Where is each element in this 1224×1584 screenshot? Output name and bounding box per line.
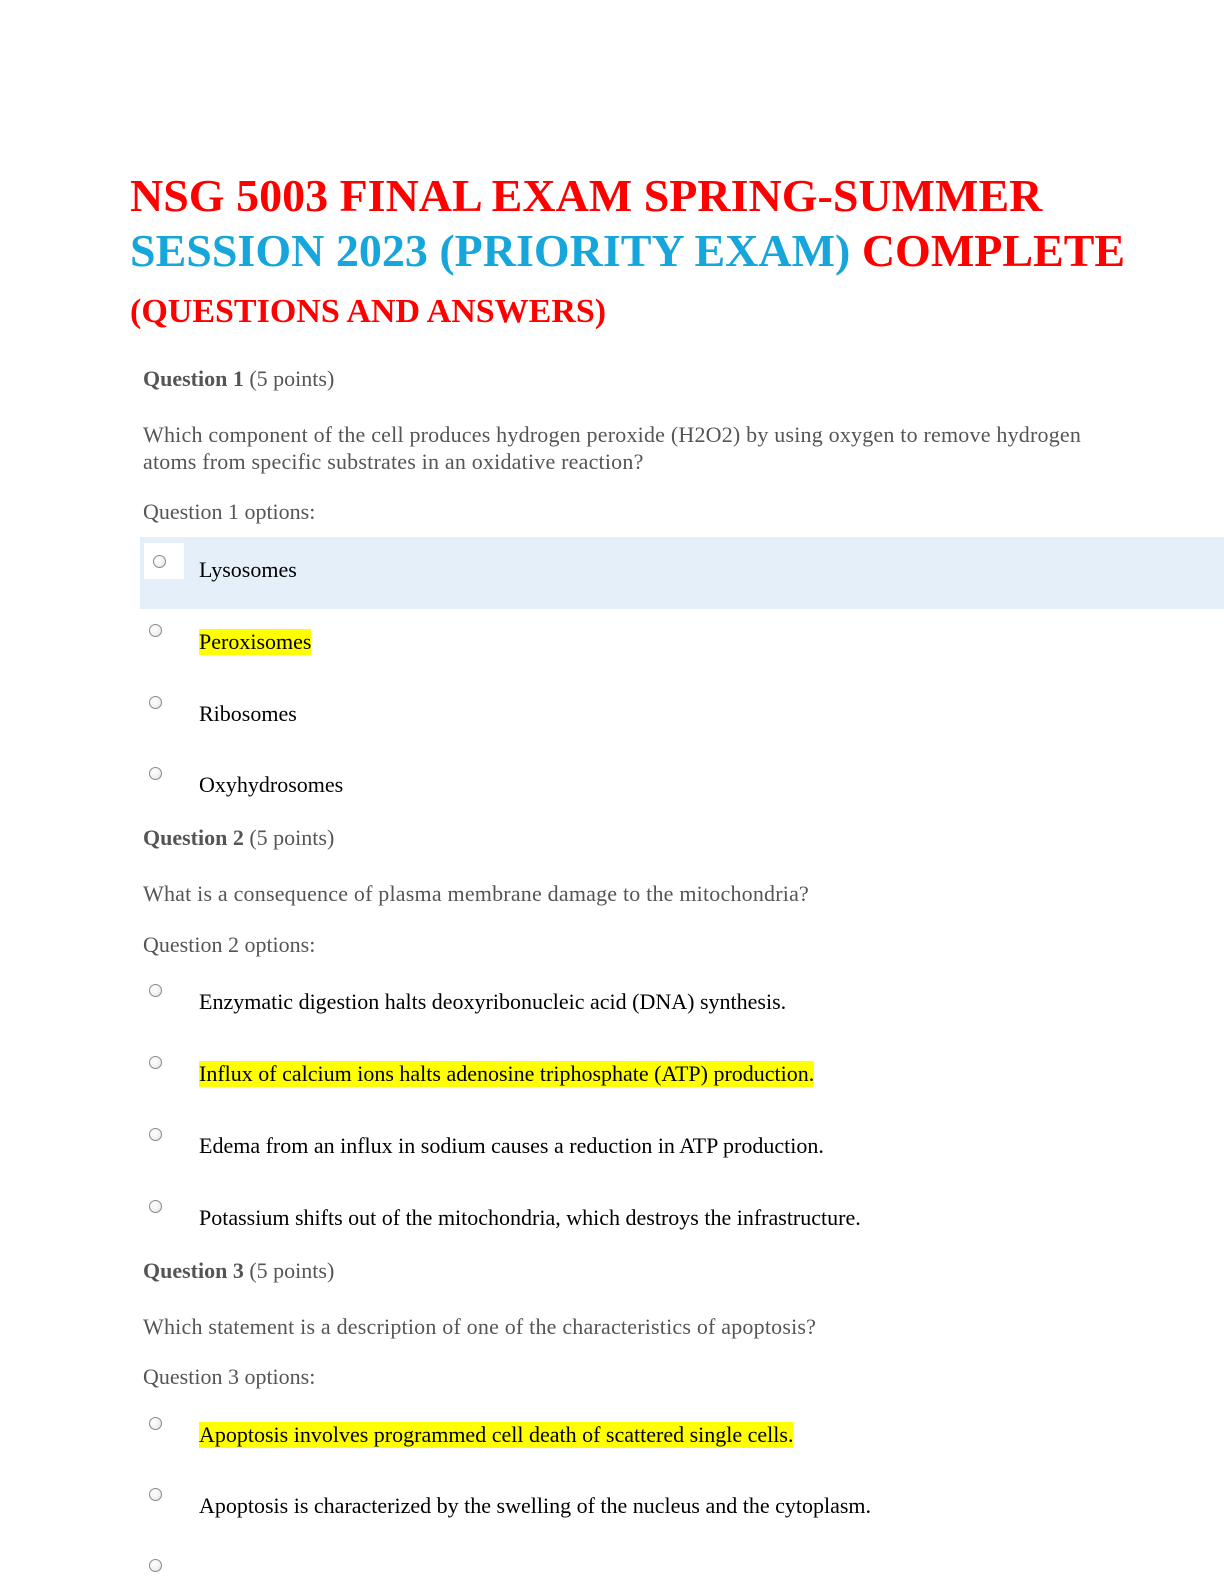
option-q2-2[interactable] bbox=[140, 1041, 1224, 1113]
radio-button[interactable] bbox=[149, 984, 162, 997]
radio-button[interactable] bbox=[153, 555, 166, 568]
option-q1-1[interactable] bbox=[140, 537, 1224, 609]
option-label: Apoptosis is characterized by the swelling of the nucleus and the cytoplasm. bbox=[199, 1493, 872, 1518]
question-1-options-label: Question 1 options: bbox=[143, 499, 316, 524]
option-q1-4[interactable] bbox=[140, 752, 1224, 824]
option-q1-2[interactable] bbox=[140, 609, 1224, 681]
question-points: (5 points) bbox=[249, 825, 335, 850]
option-q3-3[interactable] bbox=[140, 1544, 1224, 1584]
radio-button[interactable] bbox=[149, 1488, 162, 1501]
question-2-header bbox=[143, 825, 334, 851]
option-label: Enzymatic digestion halts deoxyribonucleic acid (DNA) synthesis. bbox=[199, 989, 787, 1014]
title-line-2-blue: SESSION 2023 (PRIORITY EXAM) bbox=[130, 225, 851, 276]
option-label: Potassium shifts out of the mitochondria, which destroys the infrastructure. bbox=[199, 1205, 861, 1230]
radio-button[interactable] bbox=[149, 1128, 162, 1141]
question-label: Question 1 bbox=[143, 366, 244, 391]
radio-button[interactable] bbox=[149, 1056, 162, 1069]
option-label: Influx of calcium ions halts adenosine triphosphate (ATP) production. bbox=[199, 1061, 815, 1086]
radio-frame bbox=[144, 543, 184, 579]
option-label: Edema from an influx in sodium causes a reduction in ATP production. bbox=[199, 1133, 824, 1158]
option-q2-4[interactable] bbox=[140, 1185, 1224, 1257]
radio-button[interactable] bbox=[149, 1417, 162, 1430]
question-points: (5 points) bbox=[249, 366, 335, 391]
question-points: (5 points) bbox=[249, 1258, 335, 1283]
radio-button[interactable] bbox=[149, 767, 162, 780]
question-3-text: Which statement is a description of one of the characteristics of apoptosis? bbox=[143, 1314, 817, 1339]
option-label: Ribosomes bbox=[199, 701, 297, 726]
option-q2-1[interactable] bbox=[140, 969, 1224, 1041]
radio-button[interactable] bbox=[149, 1559, 162, 1572]
option-label: Lysosomes bbox=[199, 557, 297, 582]
radio-button[interactable] bbox=[149, 696, 162, 709]
radio-button[interactable] bbox=[149, 1200, 162, 1213]
question-label: Question 3 bbox=[143, 1258, 244, 1283]
option-label: Oxyhydrosomes bbox=[199, 772, 344, 797]
option-q2-3[interactable] bbox=[140, 1113, 1224, 1185]
radio-button[interactable] bbox=[149, 624, 162, 637]
title-line-2-red: COMPLETE bbox=[850, 225, 1126, 276]
option-label: Peroxisomes bbox=[199, 629, 312, 654]
document-title bbox=[130, 168, 1200, 339]
title-line-3: (QUESTIONS AND ANSWERS) bbox=[130, 293, 607, 330]
question-3-header bbox=[143, 1258, 334, 1284]
question-3-options-label: Question 3 options: bbox=[143, 1364, 316, 1389]
option-label: Apoptosis involves programmed cell death of scattered single cells. bbox=[199, 1422, 794, 1447]
title-line-1: NSG 5003 FINAL EXAM SPRING-SUMMER bbox=[130, 170, 1043, 221]
question-label: Question 2 bbox=[143, 825, 244, 850]
question-1-header bbox=[143, 366, 334, 392]
option-q3-1[interactable] bbox=[140, 1402, 1224, 1474]
question-2-text: What is a consequence of plasma membrane damage to the mitochondria? bbox=[143, 881, 810, 906]
option-q3-2[interactable] bbox=[140, 1473, 1224, 1545]
question-1-text: Which component of the cell produces hydrogen peroxide (H2O2) by using oxygen to remove hydrogen atoms from specific substrates in an oxidative reaction? bbox=[143, 422, 1082, 474]
option-q1-3[interactable] bbox=[140, 681, 1224, 753]
question-2-options-label: Question 2 options: bbox=[143, 932, 316, 957]
